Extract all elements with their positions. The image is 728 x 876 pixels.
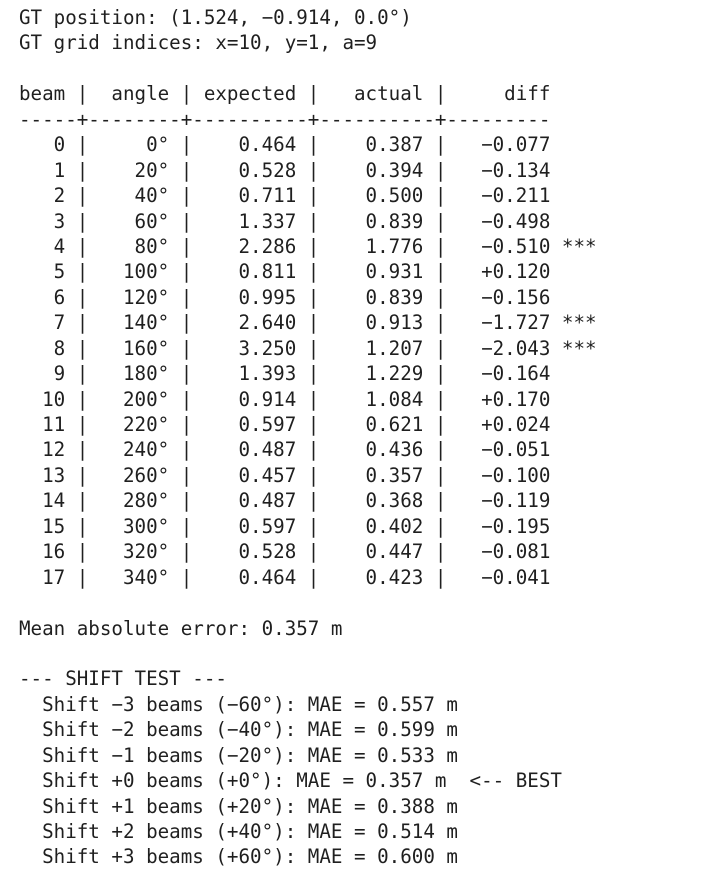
blank-line <box>19 641 728 666</box>
table-row: 11 | 220° | 0.597 | 0.621 | +0.024 <box>19 413 551 436</box>
table-row: 2 | 40° | 0.711 | 0.500 | −0.211 <box>19 184 551 208</box>
table-row: 4 | 80° | 2.286 | 1.776 | −0.510 *** <box>19 234 597 258</box>
table-row: 5 | 100° | 0.811 | 0.931 | +0.120 <box>19 260 551 284</box>
table-row: 14 | 280° | 0.487 | 0.368 | −0.119 <box>19 489 551 513</box>
blank-line <box>19 56 728 81</box>
table-row: 1 | 20° | 0.528 | 0.394 | −0.134 <box>19 158 551 182</box>
table-row: 7 | 140° | 2.640 | 0.913 | −1.727 *** <box>19 311 597 335</box>
table-row: 6 | 120° | 0.995 | 0.839 | −0.156 <box>19 285 551 309</box>
table-row: 3 | 60° | 1.337 | 0.839 | −0.498 <box>19 209 551 233</box>
shift-test-title: --- SHIFT TEST --- <box>19 667 227 691</box>
shift-test-row: Shift +2 beams (+40°): MAE = 0.514 m <box>19 820 458 843</box>
shift-test-row: Shift +3 beams (+60°): MAE = 0.600 m <box>19 845 458 869</box>
shift-test-row: Shift −1 beams (−20°): MAE = 0.533 m <box>19 743 458 767</box>
mean-absolute-error-line: Mean absolute error: 0.357 m <box>19 616 343 640</box>
shift-test-row: Shift +1 beams (+20°): MAE = 0.388 m <box>19 794 458 818</box>
blank-line <box>19 590 728 615</box>
table-separator: -----+--------+----------+----------+--------- <box>19 107 551 131</box>
table-row: 10 | 200° | 0.914 | 1.084 | +0.170 <box>19 387 551 411</box>
table-row: 0 | 0° | 0.464 | 0.387 | −0.077 <box>19 133 551 157</box>
shift-test-row: Shift −2 beams (−40°): MAE = 0.599 m <box>19 718 458 742</box>
table-row: 8 | 160° | 3.250 | 1.207 | −2.043 *** <box>19 336 597 360</box>
gt-position-line: GT position: (1.524, −0.914, 0.0°) <box>19 6 412 29</box>
gt-grid-indices-line: GT grid indices: x=10, y=1, a=9 <box>19 31 378 55</box>
shift-test-row-best: Shift +0 beams (+0°): MAE = 0.357 m <-- BEST <box>19 769 562 793</box>
table-row: 9 | 180° | 1.393 | 1.229 | −0.164 <box>19 362 551 386</box>
table-row: 17 | 340° | 0.464 | 0.423 | −0.041 <box>19 565 551 589</box>
table-header-row: beam | angle | expected | actual | diff <box>19 82 551 106</box>
table-row: 12 | 240° | 0.487 | 0.436 | −0.051 <box>19 438 551 462</box>
table-row: 13 | 260° | 0.457 | 0.357 | −0.100 <box>19 463 551 487</box>
shift-test-row: Shift −3 beams (−60°): MAE = 0.557 m <box>19 692 458 716</box>
table-row: 15 | 300° | 0.597 | 0.402 | −0.195 <box>19 514 551 538</box>
table-row: 16 | 320° | 0.528 | 0.447 | −0.081 <box>19 540 551 564</box>
